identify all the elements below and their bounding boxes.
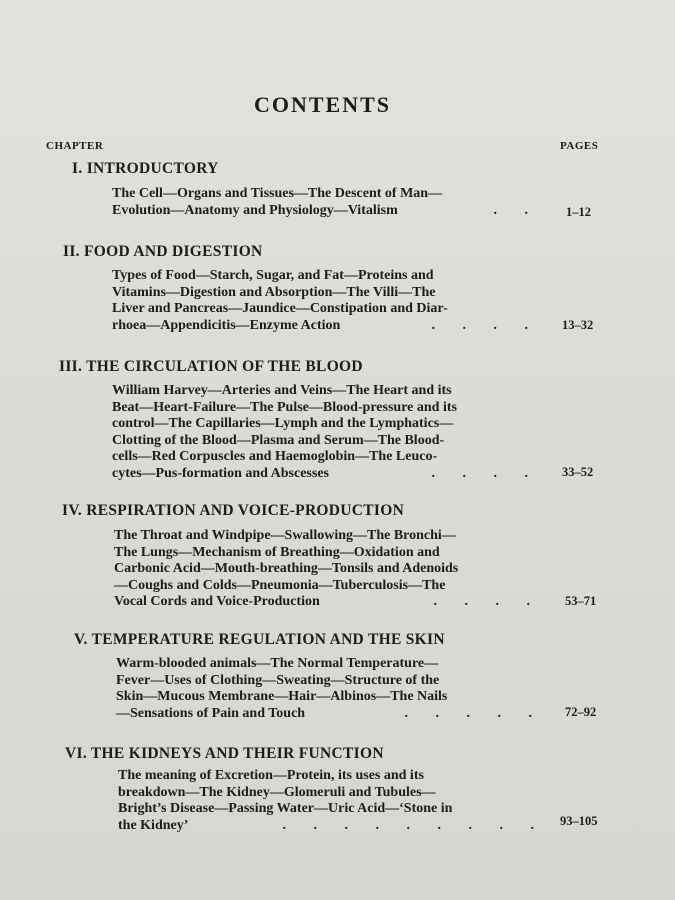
chapter-description: The Cell—Organs and Tissues—The Descent of Man— Evolution—Anatomy and Physiology—Vitalism . . [112, 186, 540, 218]
page-title: CONTENTS [253, 92, 392, 117]
chapter-title: VI. THE KIDNEYS AND THEIR FUNCTION [65, 745, 384, 762]
chapter-pages: 33–52 [562, 465, 594, 479]
column-header-pages: PAGES [560, 140, 599, 152]
chapter-description: Types of Food—Starch, Sugar, and Fat—Proteins and Vitamins—Digestion and Absorption—The Villi—The Liver and Pancreas—Jaundice—Constipation and Diar- rhoea—Appendicitis—Enzyme Action . . . . [112, 268, 540, 333]
chapter-description: Warm-blooded animals—The Normal Temperature— Fever—Uses of Clothing—Sweating—Structure of the Skin—Mucous Membrane—Hair—Albinos—The Nails —Sensations of Pain and Touch . . . . . [116, 656, 544, 721]
chapter-description: The meaning of Excretion—Protein, its uses and its breakdown—The Kidney—Glomeruli and Tubules— Bright’s Disease—Passing Water—Uric Acid—‘Stone in the Kidney’ . . . . . . . . . [118, 768, 546, 833]
chapter-pages: 13–32 [562, 318, 594, 332]
chapter-title: V. TEMPERATURE REGULATION AND THE SKIN [74, 631, 445, 648]
chapter-title: IV. RESPIRATION AND VOICE-PRODUCTION [62, 502, 405, 519]
chapter-pages: 1–12 [566, 205, 591, 219]
chapter-description: William Harvey—Arteries and Veins—The Heart and its Beat—Heart-Failure—The Pulse—Blood-pressure and its control—The Capillaries—Lymph and the Lymphatics— Clotting of the Blood—Plasma and Serum—The Blood- cells—Red Corpuscles and Haemoglobin—The Leuco- cytes—Pus-formation and Abscesses . . . . [112, 383, 540, 481]
chapter-title: I. INTRODUCTORY [72, 160, 219, 177]
chapter-pages: 72–92 [565, 705, 597, 719]
chapter-title: II. FOOD AND DIGESTION [63, 243, 263, 260]
chapter-pages: 93–105 [560, 814, 598, 828]
chapter-title: III. THE CIRCULATION OF THE BLOOD [59, 358, 363, 375]
chapter-pages: 53–71 [565, 594, 597, 608]
column-header-chapter: CHAPTER [46, 140, 104, 152]
chapter-description: The Throat and Windpipe—Swallowing—The Bronchi— The Lungs—Mechanism of Breathing—Oxidation and Carbonic Acid—Mouth-breathing—Tonsils and Adenoids —Coughs and Colds—Pneumonia—Tuberculosis—The Vocal Cords and Voice-Production . . . . [114, 528, 542, 609]
